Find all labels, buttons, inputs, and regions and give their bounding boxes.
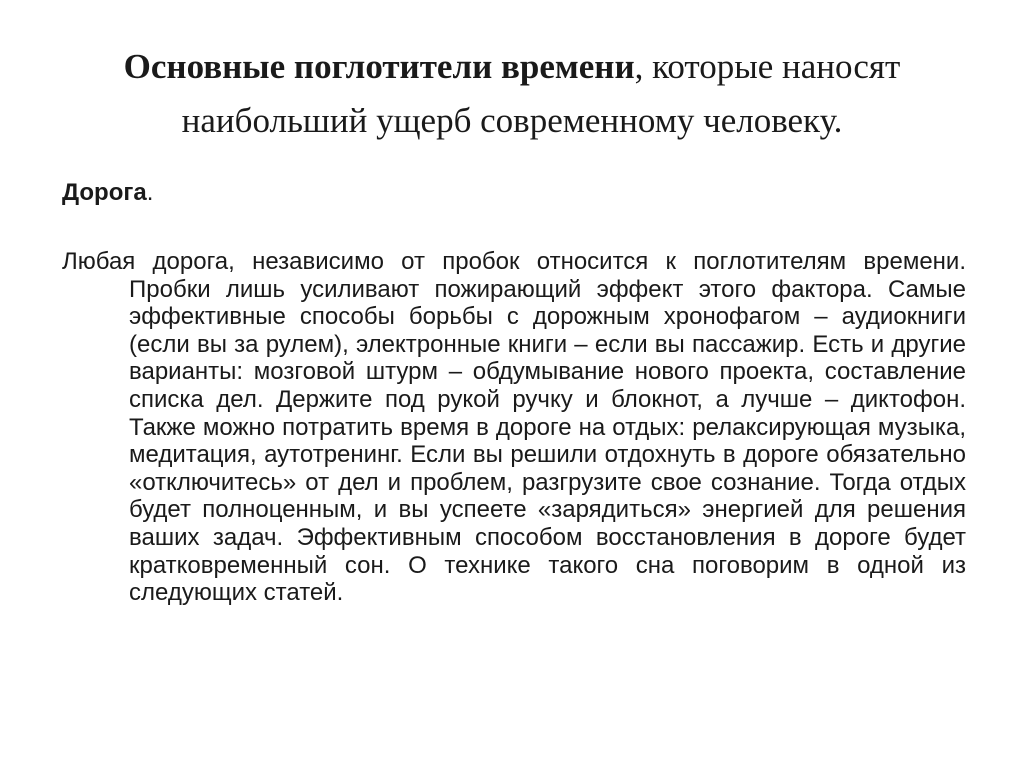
slide-title-bold: Основные поглотители времени xyxy=(123,47,635,86)
body-text xyxy=(62,248,966,607)
body-paragraph: Любая дорога, независимо от пробок относится к поглотителям времени. Пробки лишь усиливают пожирающий эффект этого фактора. Самые эффективные способы борьбы с дорожным хронофагом – аудиокниги (если вы за рулем), электронные книги – если вы пассажир. Есть и другие варианты: мозговой штурм – обдумывание нового проекта, составление списка дел. Держите под рукой ручку и блокнот, а лучше – диктофон. Также можно потратить время в дороге на отдых: релаксирующая музыка, медитация, аутотренинг. Если вы решили отдохнуть в дороге обязательно «отключитесь» от дел и проблем, разгрузите свое сознание. Тогда отдых будет полноценным, и вы успеете «зарядиться» энергией для решения ваших задач. Эффективным способом восстановления в дороге будет кратковременный сон. О технике такого сна поговорим в одной из следующих статей. xyxy=(62,248,966,607)
section-heading xyxy=(62,178,153,208)
section-heading-punct: . xyxy=(146,179,154,206)
slide-title-rest: , которые наносят наибольший ущерб современному человеку. xyxy=(181,47,901,140)
section-heading-text: Дорога xyxy=(62,179,147,206)
slide-title xyxy=(40,40,984,148)
